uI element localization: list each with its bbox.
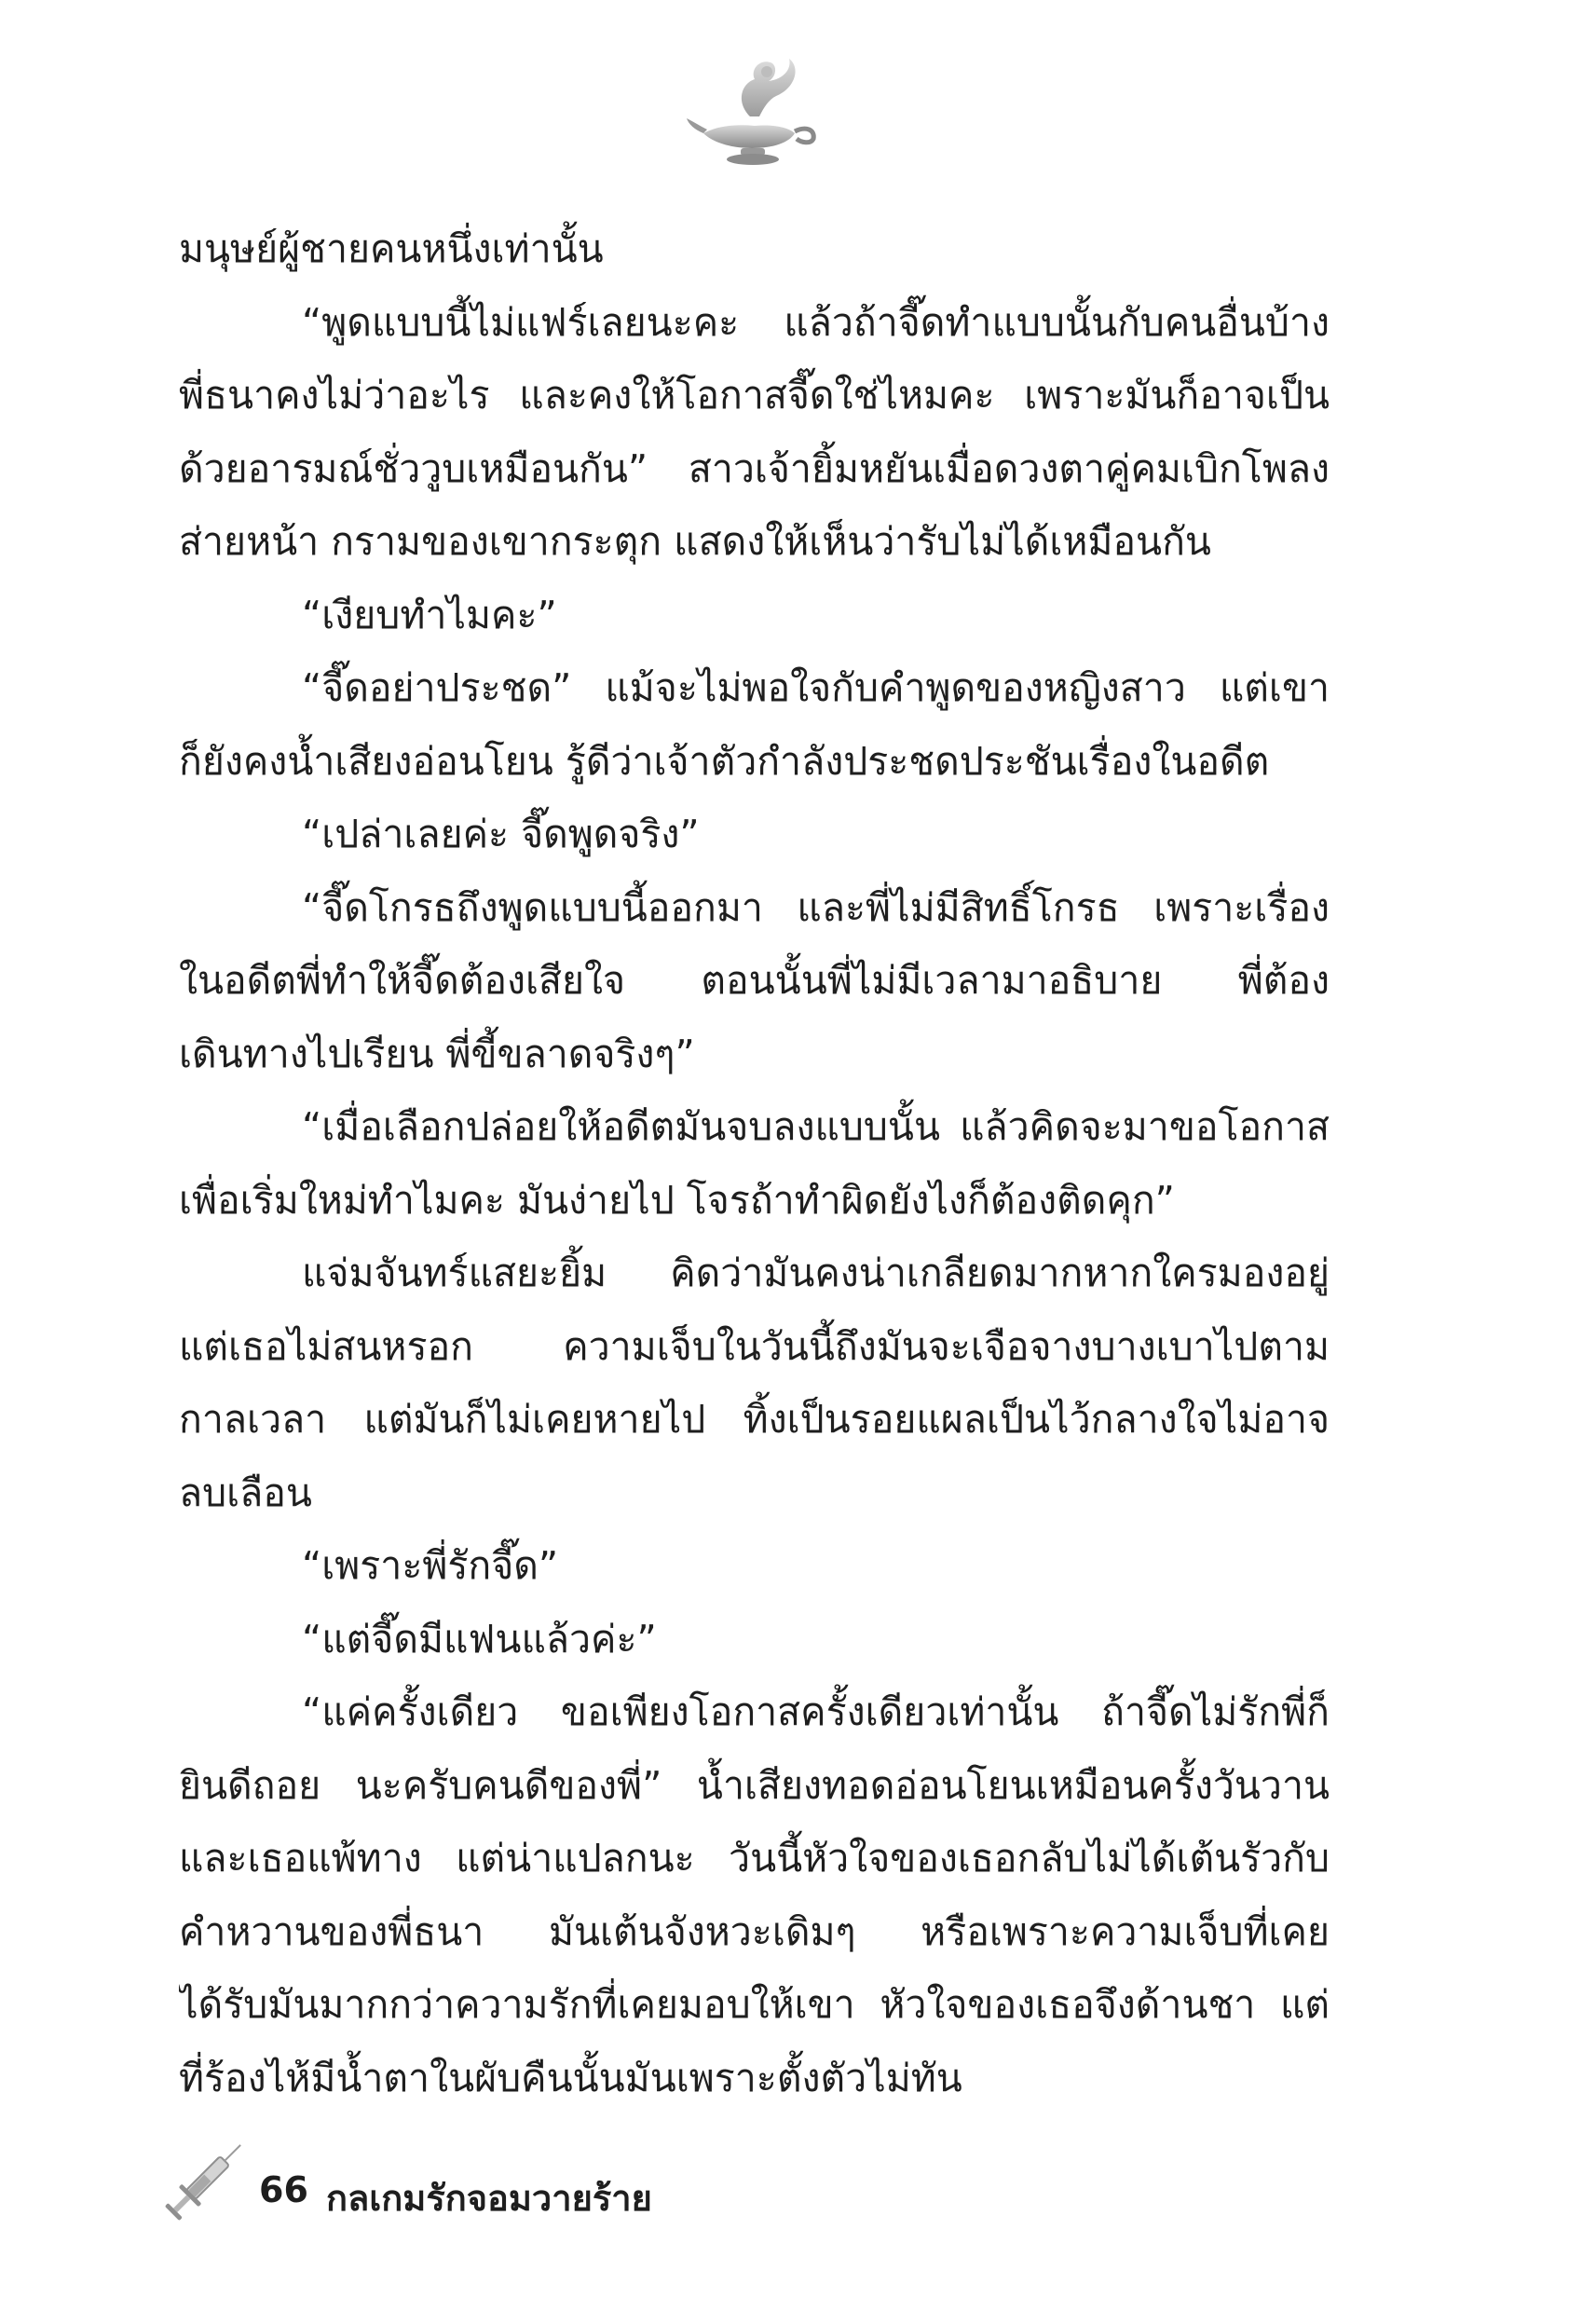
text-line: กาลเวลา แต่มันก็ไม่เคยหายไป ทิ้งเป็นรอยแผลเป็นไว้กลางใจไม่อาจ — [179, 1397, 1330, 1442]
text-line: ในอดีตพี่ทำให้จี๊ดต้องเสียใจ ตอนนั้นพี่ไม่มีเวลามาอธิบาย พี่ต้อง — [179, 958, 1330, 1003]
text-line: “แต่จี๊ดมีแฟนแล้วค่ะ” — [302, 1616, 657, 1661]
text-line: ที่ร้องไห้มีน้ำตาในผับคืนนั้นมันเพราะตั้งตัวไม่ทัน — [179, 2055, 962, 2100]
text-line: “เมื่อเลือกปล่อยให้อดีตมันจบลงแบบนั้น แล้วคิดจะมาขอโอกาส — [302, 1104, 1330, 1149]
text-line: และเธอแพ้ทาง แต่น่าแปลกนะ วันนี้หัวใจของเธอกลับไม่ได้เต้นรัวกับ — [179, 1836, 1330, 1880]
text-line: คำหวานของพี่ธนา มันเต้นจังหวะเดิมๆ หรือเพราะความเจ็บที่เคย — [179, 1908, 1330, 1954]
page-footer — [149, 2134, 708, 2236]
text-line: “จี๊ดอย่าประชด” แม้จะไม่พอใจกับคำพูดของหญิงสาว แต่เขา — [302, 665, 1330, 710]
text-line: ส่ายหน้า กรามของเขากระตุก แสดงให้เห็นว่ารับไม่ได้เหมือนกัน — [179, 519, 1211, 564]
magic-lamp-genie-icon — [685, 51, 825, 172]
text-line: เพื่อเริ่มใหม่ทำไมคะ มันง่ายไป โจรถ้าทำผิดยังไงก็ต้องติดคุก” — [179, 1177, 1175, 1223]
syringe-icon — [149, 2134, 252, 2236]
text-line: “เปล่าเลยค่ะ จี๊ดพูดจริง” — [302, 812, 700, 856]
text-line: ลบเลือน — [179, 1470, 312, 1515]
text-line: ได้รับมันมากกว่าความรักที่เคยมอบให้เขา หัวใจของเธอจึงด้านชา แต่ — [179, 1982, 1330, 2027]
text-line: “พูดแบบนี้ไม่แฟร์เลยนะคะ แล้วถ้าจี๊ดทำแบบนั้นกับคนอื่นบ้าง — [302, 299, 1330, 345]
text-line: “เงียบทำไมคะ” — [302, 592, 557, 637]
body-text — [179, 212, 1330, 2114]
text-line: เดินทางไปเรียน พี่ขี้ขลาดจริงๆ” — [179, 1031, 695, 1076]
text-line: “แค่ครั้งเดียว ขอเพียงโอกาสครั้งเดียวเท่านั้น ถ้าจี๊ดไม่รักพี่ก็ — [302, 1689, 1330, 1734]
text-line: มนุษย์ผู้ชายคนหนึ่งเท่านั้น — [179, 226, 604, 271]
text-line: พี่ธนาคงไม่ว่าอะไร และคงให้โอกาสจี๊ดใช่ไหมคะ เพราะมันก็อาจเป็น — [179, 373, 1330, 417]
page-number: 66 — [259, 2169, 308, 2210]
text-line: “เพราะพี่รักจี๊ด” — [302, 1543, 559, 1588]
text-line: ก็ยังคงน้ำเสียงอ่อนโยน รู้ดีว่าเจ้าตัวกำลังประชดประชันเรื่องในอดีต — [179, 738, 1270, 784]
text-line: แต่เธอไม่สนหรอก ความเจ็บในวันนี้ถึงมันจะเจือจางบางเบาไปตาม — [179, 1323, 1330, 1369]
text-line: แจ่มจันทร์แสยะยิ้ม คิดว่ามันคงน่าเกลียดมากหากใครมองอยู่ — [302, 1251, 1330, 1295]
text-line: “จี๊ดโกรธถึงพูดแบบนี้ออกมา และพี่ไม่มีสิทธิ์โกรธ เพราะเรื่อง — [302, 884, 1330, 930]
book-title: กลเกมรักจอมวายร้าย — [326, 2178, 652, 2219]
text-line: ยินดีถอย นะครับคนดีของพี่” น้ำเสียงทอดอ่อนโยนเหมือนครั้งวันวาน — [179, 1762, 1330, 1808]
text-line: ด้วยอารมณ์ชั่ววูบเหมือนกัน” สาวเจ้ายิ้มหยันเมื่อดวงตาคู่คมเบิกโพลง — [179, 445, 1330, 491]
